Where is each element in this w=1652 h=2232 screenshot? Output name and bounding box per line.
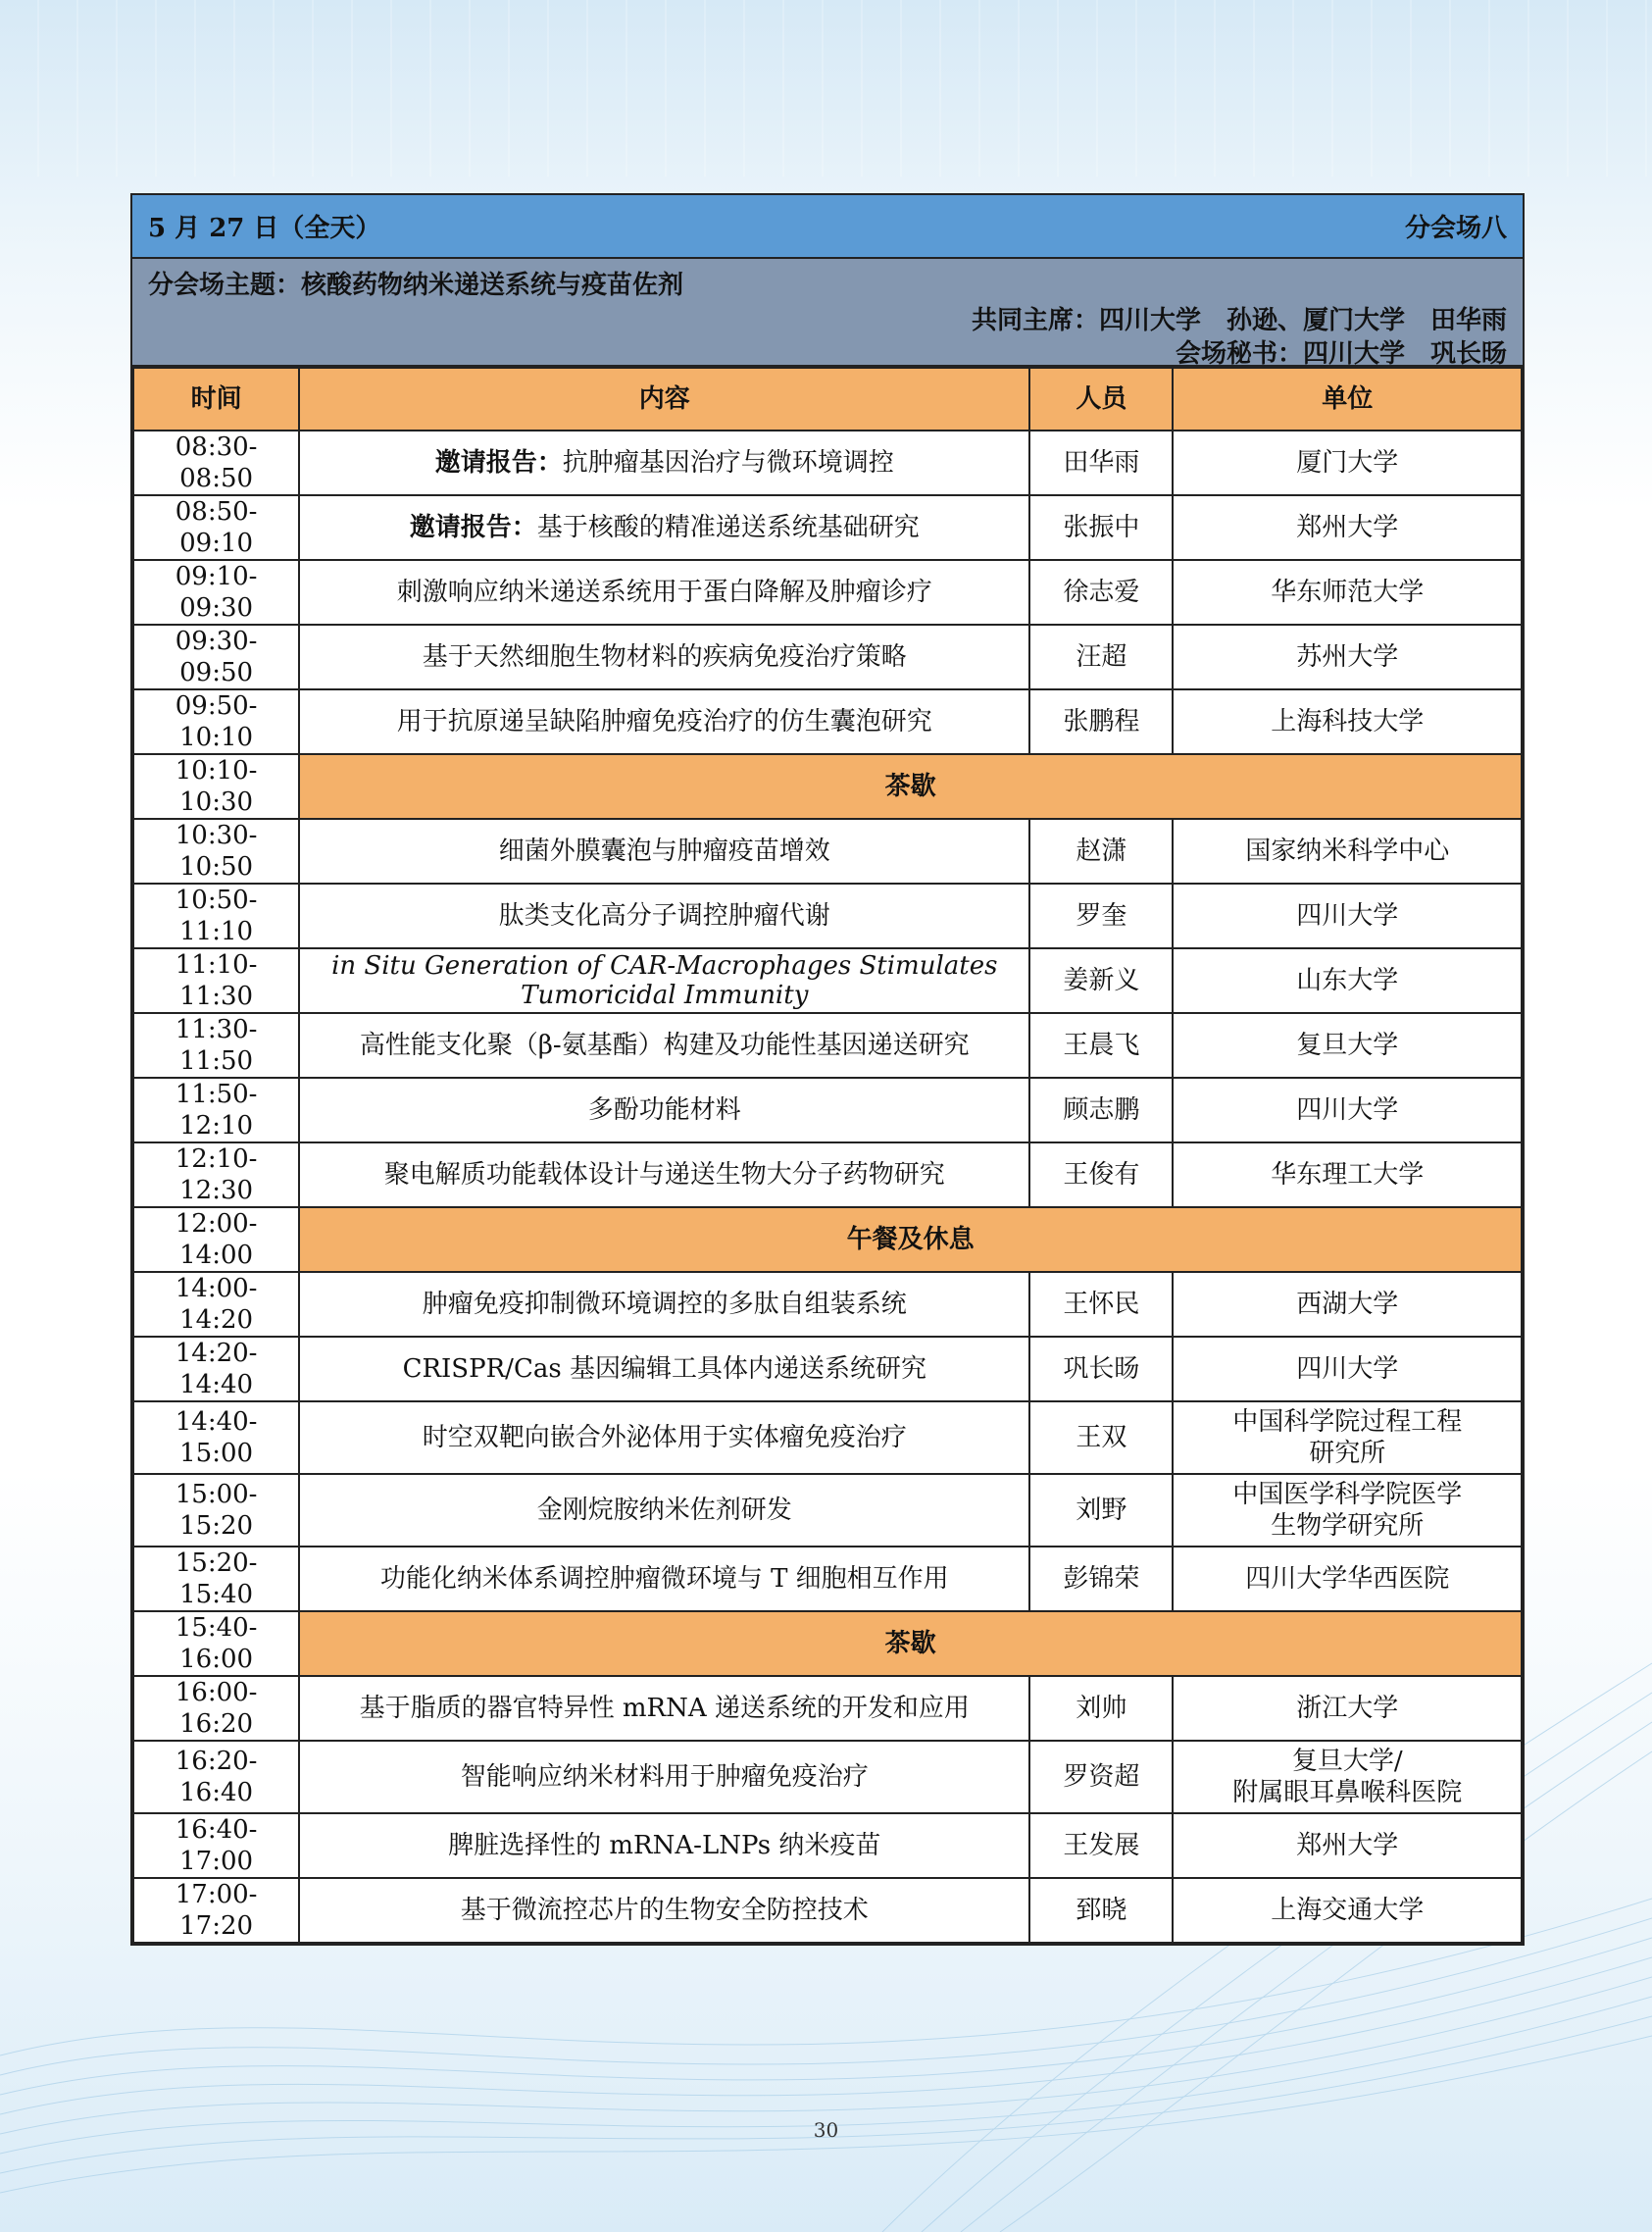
session-venue: 分会场八 [1404,214,1507,243]
content-cell: 聚电解质功能载体设计与递送生物大分子药物研究 [299,1142,1029,1207]
content-cell: 刺激响应纳米递送系统用于蛋白降解及肿瘤诊疗 [299,560,1029,625]
time-cell: 09:10-09:30 [133,560,299,625]
unit-cell: 山东大学 [1173,948,1522,1013]
schedule-sheet [130,193,1525,1946]
invited-label: 邀请报告： [434,448,563,478]
person-cell: 刘帅 [1029,1676,1173,1741]
time-cell: 14:20-14:40 [133,1337,299,1401]
unit-cell [1173,1401,1522,1474]
content-cell: 时空双靶向嵌合外泌体用于实体瘤免疫治疗 [299,1401,1029,1474]
break-cell: 午餐及休息 [299,1207,1522,1272]
time-cell: 15:20-15:40 [133,1547,299,1611]
time-cell: 17:00-17:20 [133,1878,299,1943]
content-cell: 脾脏选择性的 mRNA-LNPs 纳米疫苗 [299,1813,1029,1878]
person-cell: 顾志鹏 [1029,1078,1173,1142]
content-cell: 功能化纳米体系调控肿瘤微环境与 T 细胞相互作用 [299,1547,1029,1611]
time-cell: 16:20-16:40 [133,1741,299,1813]
unit-line-1: 中国科学院过程工程 [1232,1407,1463,1437]
person-cell: 巩长旸 [1029,1337,1173,1401]
unit-cell: 西湖大学 [1173,1272,1522,1337]
column-header-person: 人员 [1029,368,1173,431]
person-cell: 田华雨 [1029,431,1173,495]
unit-cell [1173,1741,1522,1813]
content-cell: 多酚功能材料 [299,1078,1029,1142]
time-cell: 15:40-16:00 [133,1611,299,1676]
unit-cell: 苏州大学 [1173,625,1522,689]
table-row [133,1547,1522,1611]
person-cell: 张振中 [1029,495,1173,560]
session-secretary: 会场秘书：四川大学 巩长旸 [1175,339,1507,369]
person-cell: 罗奎 [1029,884,1173,948]
content-cell: 细菌外膜囊泡与肿瘤疫苗增效 [299,819,1029,884]
person-cell: 张鹏程 [1029,689,1173,754]
unit-cell: 浙江大学 [1173,1676,1522,1741]
person-cell: 王发展 [1029,1813,1173,1878]
person-cell: 徐志爱 [1029,560,1173,625]
time-cell: 11:50-12:10 [133,1078,299,1142]
talk-title-line-1: in Situ Generation of CAR-Macrophages Stimulates [331,951,998,981]
talk-title: 基于核酸的精准递送系统基础研究 [536,513,920,542]
time-cell: 08:50-09:10 [133,495,299,560]
time-cell: 14:00-14:20 [133,1272,299,1337]
table-row [133,1676,1522,1741]
unit-cell: 四川大学华西医院 [1173,1547,1522,1611]
unit-cell: 上海科技大学 [1173,689,1522,754]
session-date: 5 月 27 日（全天） [148,214,381,243]
table-row [133,1272,1522,1337]
time-cell: 10:30-10:50 [133,819,299,884]
header-background-pattern [0,0,1652,177]
break-row [133,1207,1522,1272]
talk-title-line-2: Tumoricidal Immunity [521,981,809,1010]
unit-line-2: 生物学研究所 [1271,1511,1425,1541]
unit-cell: 国家纳米科学中心 [1173,819,1522,884]
person-cell: 王双 [1029,1401,1173,1474]
person-cell: 王俊有 [1029,1142,1173,1207]
unit-cell: 华东理工大学 [1173,1142,1522,1207]
table-row [133,1474,1522,1547]
unit-line-1: 复旦大学/ [1291,1747,1403,1776]
session-header [132,195,1523,259]
table-row [133,689,1522,754]
time-cell: 11:10-11:30 [133,948,299,1013]
content-cell [299,431,1029,495]
time-cell: 12:10-12:30 [133,1142,299,1207]
person-cell: 王晨飞 [1029,1013,1173,1078]
table-row [133,884,1522,948]
time-cell: 15:00-15:20 [133,1474,299,1547]
content-cell: 基于天然细胞生物材料的疾病免疫治疗策略 [299,625,1029,689]
person-cell: 郅晓 [1029,1878,1173,1943]
unit-line-1: 中国医学科学院医学 [1232,1480,1463,1509]
column-header-unit: 单位 [1173,368,1522,431]
schedule-table [132,367,1523,1944]
table-row [133,560,1522,625]
person-cell: 刘野 [1029,1474,1173,1547]
content-cell: CRISPR/Cas 基因编辑工具体内递送系统研究 [299,1337,1029,1401]
table-row [133,1401,1522,1474]
person-cell: 彭锦荣 [1029,1547,1173,1611]
unit-cell: 四川大学 [1173,1337,1522,1401]
column-header-time: 时间 [133,368,299,431]
table-row [133,431,1522,495]
table-row [133,819,1522,884]
unit-cell [1173,1474,1522,1547]
content-cell: 肽类支化高分子调控肿瘤代谢 [299,884,1029,948]
person-cell: 姜新义 [1029,948,1173,1013]
session-info [132,259,1523,367]
page-number: 30 [813,2118,839,2142]
talk-title: 抗肿瘤基因治疗与微环境调控 [562,448,894,478]
break-cell: 茶歇 [299,754,1522,819]
content-cell: 基于脂质的器官特异性 mRNA 递送系统的开发和应用 [299,1676,1029,1741]
time-cell: 11:30-11:50 [133,1013,299,1078]
content-cell: 基于微流控芯片的生物安全防控技术 [299,1878,1029,1943]
time-cell: 16:00-16:20 [133,1676,299,1741]
table-row [133,948,1522,1013]
session-theme: 分会场主题：核酸药物纳米递送系统与疫苗佐剂 [148,271,684,300]
unit-cell: 华东师范大学 [1173,560,1522,625]
unit-cell: 郑州大学 [1173,1813,1522,1878]
column-header-content: 内容 [299,368,1029,431]
table-row [133,495,1522,560]
table-row [133,1878,1522,1943]
unit-cell: 厦门大学 [1173,431,1522,495]
content-cell: 金刚烷胺纳米佐剂研发 [299,1474,1029,1547]
table-row [133,1142,1522,1207]
session-chairs: 共同主席：四川大学 孙逊、厦门大学 田华雨 [971,306,1507,335]
table-row [133,1078,1522,1142]
table-row [133,1337,1522,1401]
unit-cell: 复旦大学 [1173,1013,1522,1078]
time-cell: 16:40-17:00 [133,1813,299,1878]
unit-line-2: 附属眼耳鼻喉科医院 [1232,1778,1463,1807]
invited-label: 邀请报告： [409,513,537,542]
person-cell: 赵潇 [1029,819,1173,884]
content-cell: 肿瘤免疫抑制微环境调控的多肽自组装系统 [299,1272,1029,1337]
content-cell [299,495,1029,560]
time-cell: 10:50-11:10 [133,884,299,948]
time-cell: 10:10-10:30 [133,754,299,819]
break-row [133,754,1522,819]
table-row [133,625,1522,689]
unit-line-2: 研究所 [1309,1439,1386,1468]
table-header-row [133,368,1522,431]
time-cell: 14:40-15:00 [133,1401,299,1474]
unit-cell: 四川大学 [1173,884,1522,948]
content-cell: 高性能支化聚（β-氨基酯）构建及功能性基因递送研究 [299,1013,1029,1078]
content-cell [299,948,1029,1013]
unit-cell: 上海交通大学 [1173,1878,1522,1943]
table-row [133,1813,1522,1878]
person-cell: 罗资超 [1029,1741,1173,1813]
table-row [133,1013,1522,1078]
break-row [133,1611,1522,1676]
break-cell: 茶歇 [299,1611,1522,1676]
content-cell: 智能响应纳米材料用于肿瘤免疫治疗 [299,1741,1029,1813]
time-cell: 08:30-08:50 [133,431,299,495]
unit-cell: 郑州大学 [1173,495,1522,560]
content-cell: 用于抗原递呈缺陷肿瘤免疫治疗的仿生囊泡研究 [299,689,1029,754]
time-cell: 12:00-14:00 [133,1207,299,1272]
unit-cell: 四川大学 [1173,1078,1522,1142]
table-row [133,1741,1522,1813]
person-cell: 王怀民 [1029,1272,1173,1337]
time-cell: 09:30-09:50 [133,625,299,689]
person-cell: 汪超 [1029,625,1173,689]
time-cell: 09:50-10:10 [133,689,299,754]
